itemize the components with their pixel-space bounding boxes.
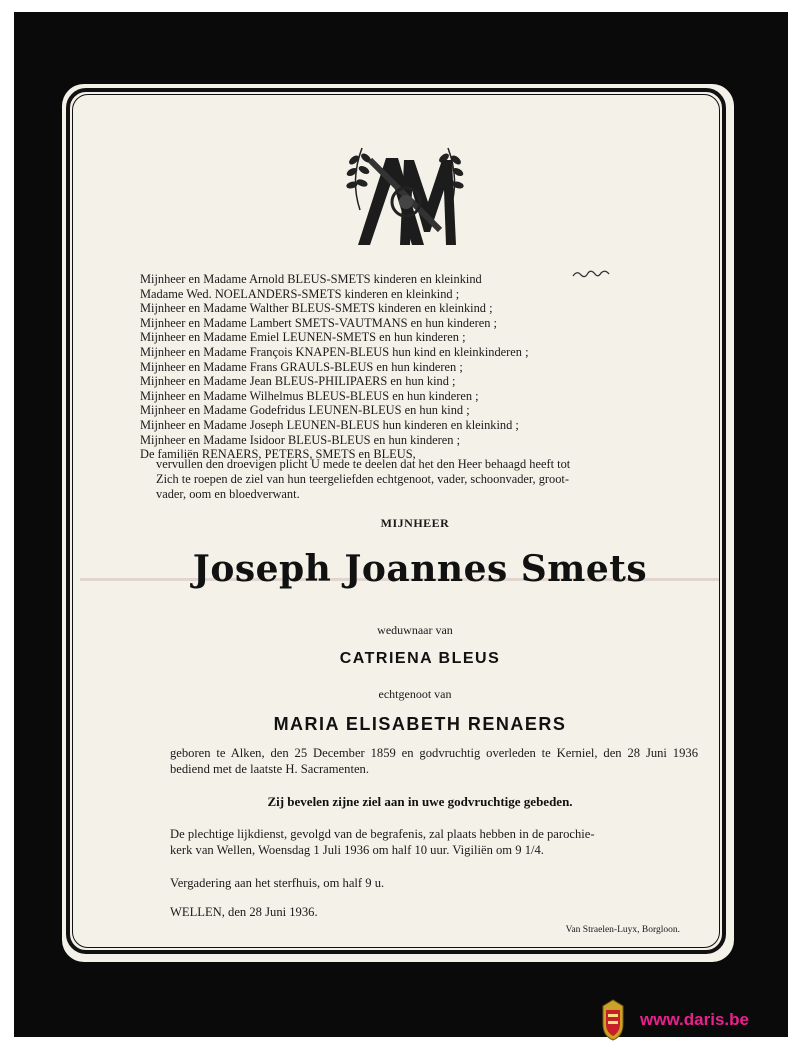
announcement-line: Zich te roepen de ziel van hun teergeliefden echtgenoot, vader, schoonvader, groot-: [156, 472, 570, 486]
family-line: Mijnheer en Madame Jean BLEUS-PHILIPAERS en hun kind ;: [140, 374, 456, 389]
announcement-line: vader, oom en bloedverwant.: [156, 487, 300, 501]
printer-credit: Van Straelen-Luyx, Borgloon.: [565, 925, 680, 935]
funeral-line: kerk van Wellen, Woensdag 1 Juli 1936 om half 10 uur. Vigiliën om 9 1/4.: [170, 842, 544, 857]
family-line: Mijnheer en Madame Joseph LEUNEN-BLEUS hun kinderen en kleinkind ;: [140, 417, 519, 432]
family-list: [140, 272, 710, 462]
family-line: Mijnheer en Madame Arnold BLEUS-SMETS kinderen en kleinkind: [140, 272, 482, 286]
birth-death-text: geboren te Alken, den 25 December 1859 en godvruchtig overleden te Kerniel, den 28 Juni 1936 bediend met de laatste H. Sacramenten.: [170, 746, 698, 776]
funeral-line: De plechtige lijkdienst, gevolgd van de begrafenis, zal plaats hebben in de parochie-: [170, 827, 595, 841]
crest-icon: [598, 998, 628, 1042]
first-wife-name: CATRIENA BLEUS: [339, 650, 501, 667]
gathering-text: Vergadering aan het sterfhuis, om half 9 u.: [170, 876, 385, 890]
family-line: De familiën RENAERS, PETERS, SMETS en BLEUS,: [140, 447, 416, 462]
family-line: Mijnheer en Madame Wilhelmus BLEUS-BLEUS en hun kinderen ;: [140, 388, 479, 403]
family-line: Mijnheer en Madame Lambert SMETS-VAUTMANS en hun kinderen ;: [140, 315, 497, 330]
deceased-name: Joseph Joannes Smets: [192, 548, 648, 590]
monogram-icon: [340, 140, 470, 250]
wife-name: MARIA ELISABETH RENAERS: [273, 714, 567, 734]
family-line: Mijnheer en Madame Emiel LEUNEN-SMETS en hun kinderen ;: [140, 330, 466, 345]
prayer-text: Zij bevelen zijne ziel aan in uwe godvruchtige gebeden.: [267, 794, 573, 809]
family-line: Madame Wed. NOELANDERS-SMETS kinderen en kleinkind ;: [140, 286, 460, 301]
daris-site-link[interactable]: www.daris.be: [640, 1010, 749, 1029]
widower-label: weduwnaar van: [377, 623, 453, 637]
salutation: MIJNHEER: [380, 516, 450, 530]
place-date: WELLEN, den 28 Juni 1936.: [170, 905, 318, 919]
announcement: [156, 457, 696, 502]
family-line: Mijnheer en Madame Godefridus LEUNEN-BLEUS en hun kind ;: [140, 403, 470, 418]
family-line: Mijnheer en Madame Frans GRAULS-BLEUS en hun kinderen ;: [140, 359, 463, 374]
family-line: Mijnheer en Madame Isidoor BLEUS-BLEUS en hun kinderen ;: [140, 432, 461, 447]
family-line: Mijnheer en Madame Walther BLEUS-SMETS kinderen en kleinkind ;: [140, 301, 493, 316]
announcement-line: vervullen den droevigen plicht U mede te deelen dat het den Heer behaagd heeft tot: [156, 457, 571, 471]
spouse-label: echtgenoot van: [378, 687, 452, 701]
funeral-text: [170, 827, 698, 858]
family-line: Mijnheer en Madame François KNAPEN-BLEUS hun kind en kleinkinderen ;: [140, 344, 529, 359]
